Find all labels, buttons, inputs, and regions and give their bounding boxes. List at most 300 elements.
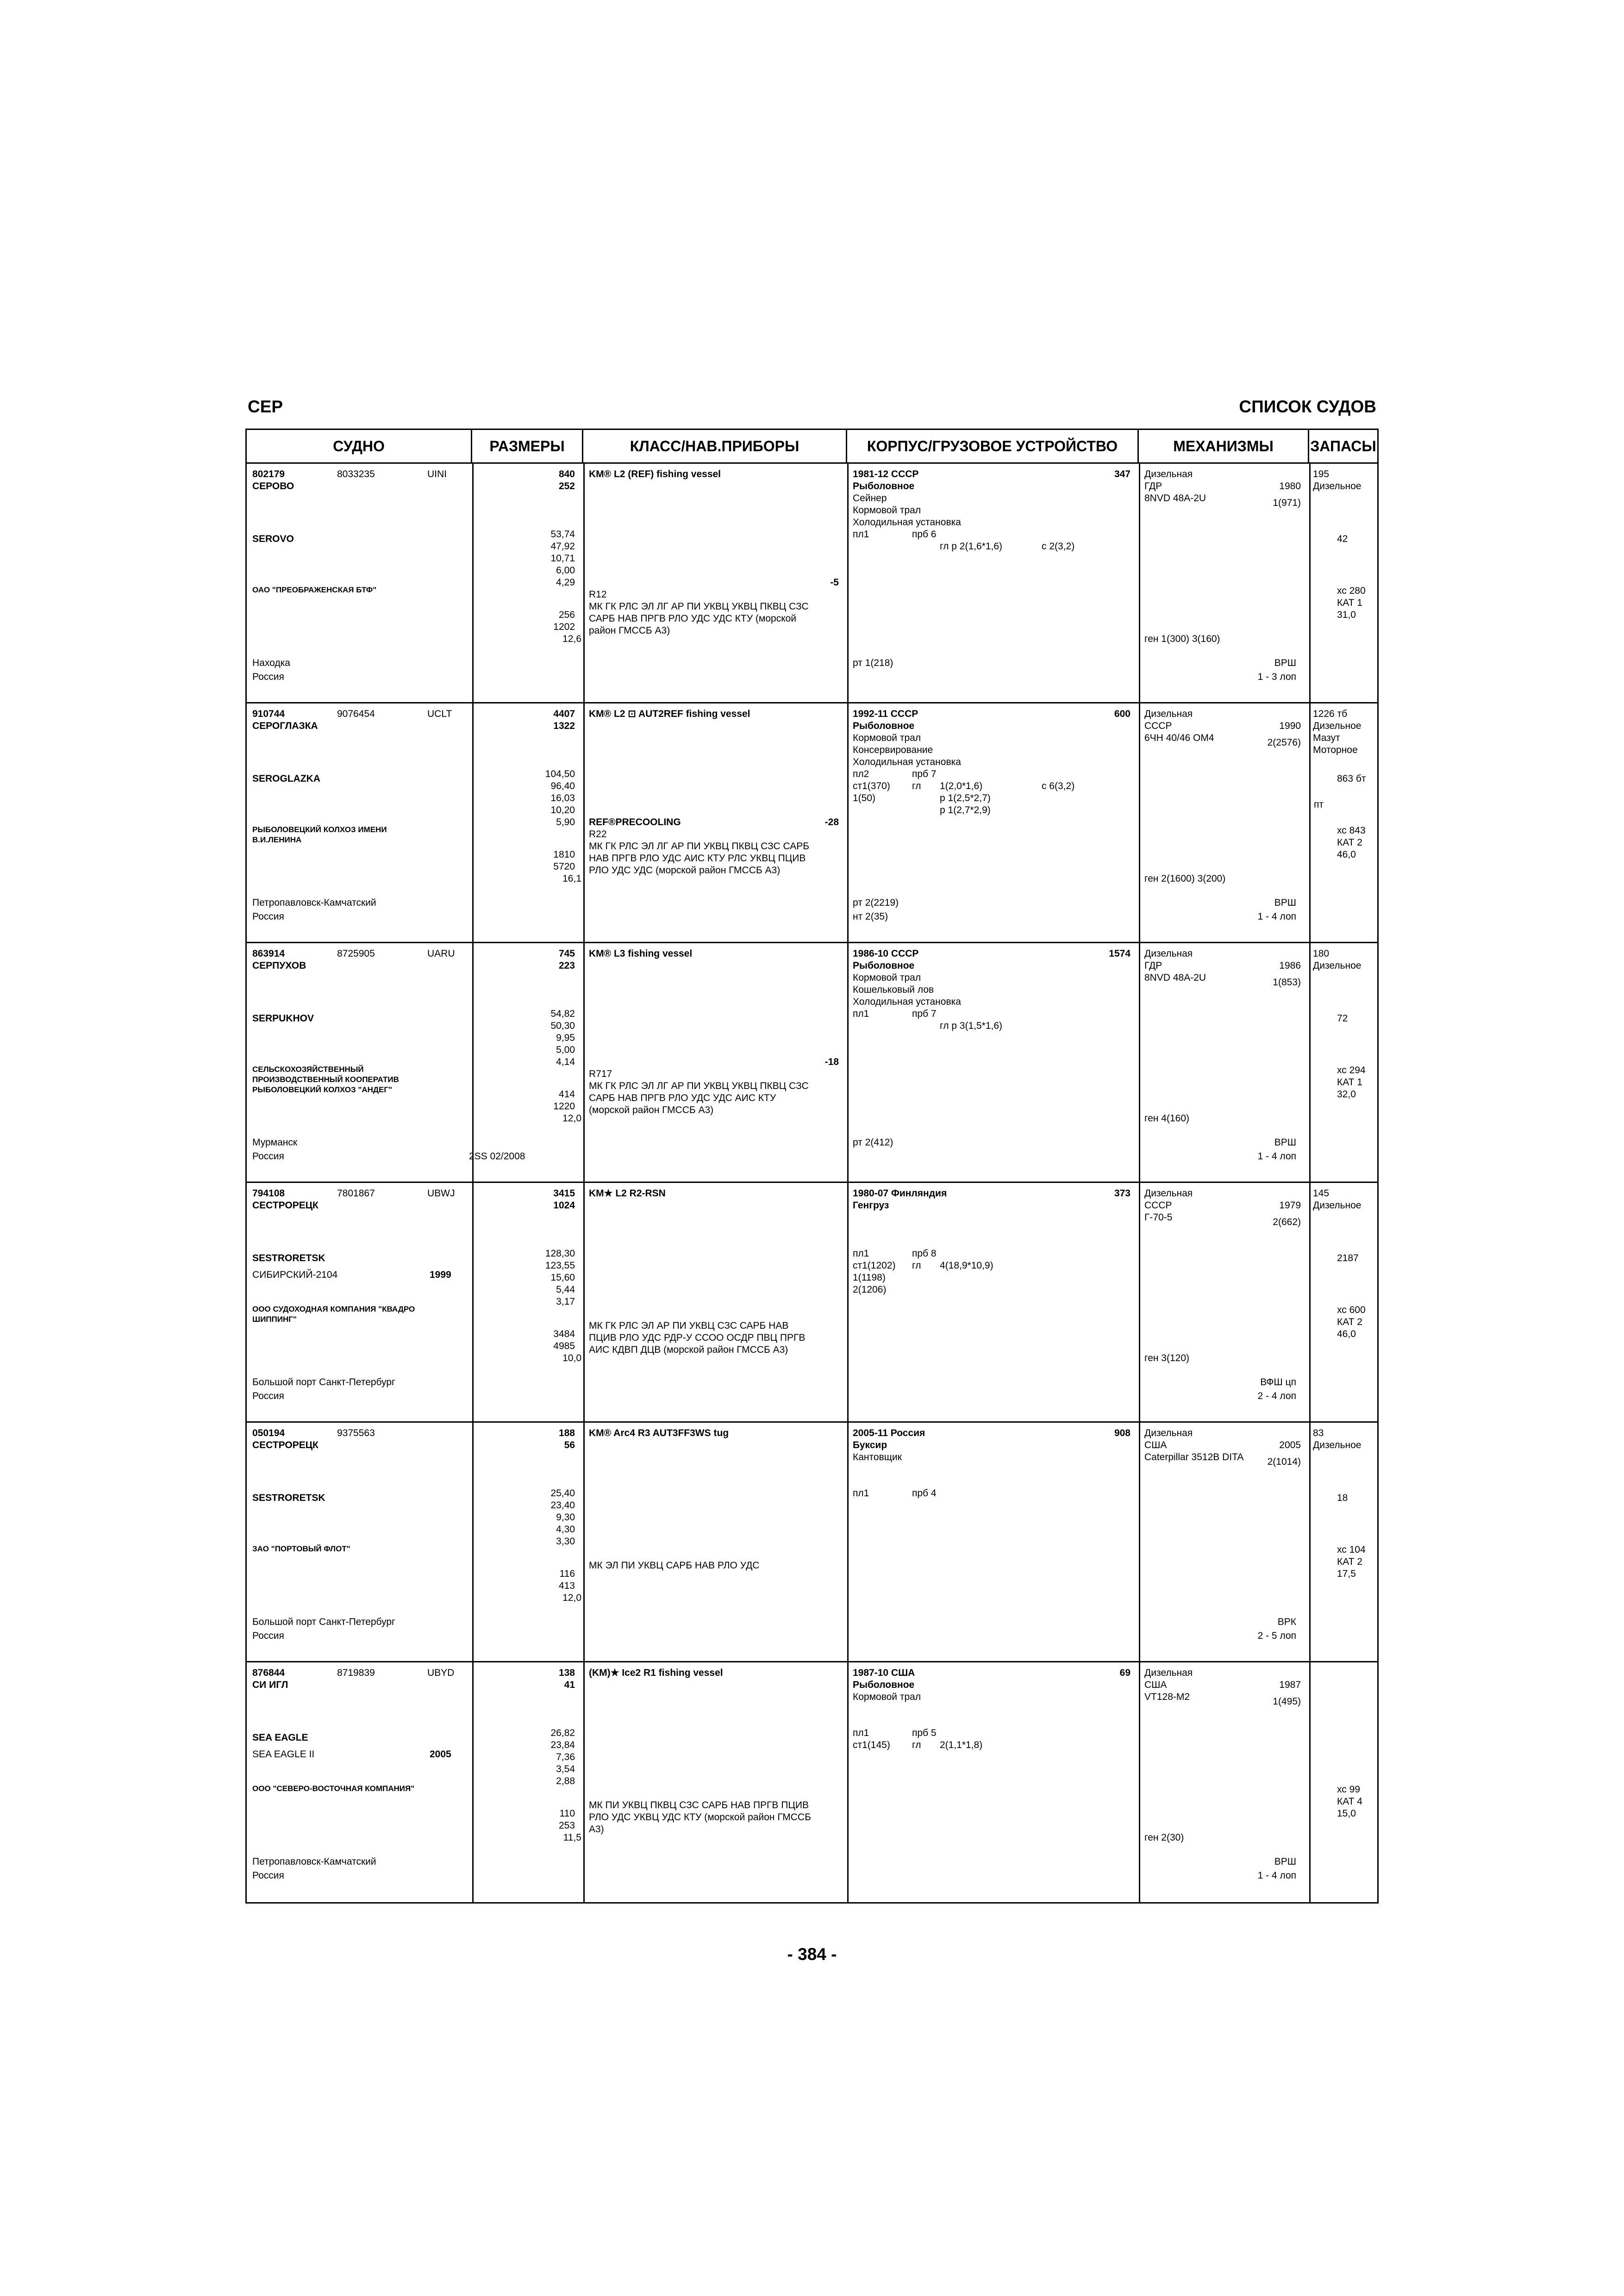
column-header: КОРПУС/ГРУЗОВОЕ УСТРОЙСТВО — [847, 430, 1139, 462]
store-extra: 46,0 — [1337, 849, 1356, 860]
nav-equipment-line: МК ПИ УКВЦ ПКВЦ СЗС САРБ НАВ ПРГВ ПЦИВ — [589, 1800, 809, 1811]
net-tonnage: 252 — [558, 481, 575, 492]
engine-power: 2(662) — [1273, 1217, 1301, 1227]
store-extra: 15,0 — [1337, 1808, 1356, 1819]
propeller-type: ВФШ цп — [1260, 1377, 1296, 1388]
fuel-item: 1226 тб — [1313, 709, 1348, 719]
column-divider — [1309, 1183, 1311, 1421]
engine-type: Дизельная — [1144, 948, 1193, 959]
refrigeration-temp: -5 — [830, 577, 839, 588]
hull-item: с 6(3,2) — [1042, 781, 1075, 791]
home-port: Петропавловск-Камчатский — [252, 897, 376, 908]
dimension-value: 10,20 — [550, 805, 575, 815]
flag-country: Россия — [252, 1630, 284, 1641]
dimension-value: 128,30 — [545, 1248, 575, 1259]
home-port: Большой порт Санкт-Петербург — [252, 1617, 395, 1627]
column-divider — [1139, 1662, 1140, 1902]
vessel-name: СЕРОГЛАЗКА — [252, 721, 318, 731]
imo-number: 9076454 — [337, 709, 375, 719]
hull-item: прб 5 — [912, 1728, 937, 1738]
home-port: Большой порт Санкт-Петербург — [252, 1377, 395, 1388]
engine-year: 2005 — [1279, 1440, 1301, 1450]
column-divider — [583, 943, 585, 1182]
dimension-value: 50,30 — [550, 1020, 575, 1031]
column-divider — [1139, 464, 1140, 702]
nav-equipment-line: МК ГК РЛС ЭЛ ЛГ АР ПИ УКВЦ УКВЦ ПКВЦ СЗС — [589, 601, 809, 612]
imo-number: 7801867 — [337, 1188, 375, 1199]
fuel-item: 145 — [1313, 1188, 1330, 1199]
engine-year: 1980 — [1279, 481, 1301, 492]
flag-country: Россия — [252, 1870, 284, 1881]
fuel-item: Моторное — [1313, 745, 1358, 755]
hull-item: ст1(370) — [853, 781, 890, 791]
class-notation: KM® Arc4 R3 AUT3FF3WS tug — [589, 1428, 729, 1438]
deadweight: 600 — [1114, 709, 1131, 719]
hull-item: гл — [912, 1260, 921, 1271]
vessel-type: Рыболовное — [853, 481, 915, 492]
hull-item: ст1(145) — [853, 1740, 890, 1750]
gross-tonnage: 3415 — [553, 1188, 575, 1199]
column-divider — [583, 464, 585, 702]
vessel-record — [247, 703, 1377, 943]
class-notation: KM★ L2 R2-RSN — [589, 1188, 666, 1199]
vessel-type: Генгруз — [853, 1200, 889, 1211]
dimension-value: 9,30 — [556, 1512, 575, 1523]
dimension-value: 7,36 — [556, 1752, 575, 1762]
call-sign: UBYD — [427, 1668, 455, 1678]
dimension-value: 10,71 — [550, 553, 575, 564]
hull-item: р 1(2,5*2,7) — [940, 793, 991, 803]
engine-type: Дизельная — [1144, 1428, 1193, 1438]
former-name: СИБИРСКИЙ-2104 — [252, 1269, 338, 1280]
engine-model: Caterpillar 3512B DITA — [1144, 1452, 1244, 1462]
deadweight: 1574 — [1109, 948, 1131, 959]
owner-line: ШИППИНГ" — [252, 1315, 297, 1324]
refrigerant: R717 — [589, 1069, 612, 1079]
column-divider — [1309, 943, 1311, 1182]
column-divider — [847, 1183, 849, 1421]
store-extra: КАТ 2 — [1337, 837, 1362, 848]
store-extra: хс 280 — [1337, 585, 1366, 596]
owner-line: ООО СУДОХОДНАЯ КОМПАНИЯ "КВАДРО — [252, 1305, 415, 1313]
column-divider — [472, 943, 474, 1182]
store-extra: 46,0 — [1337, 1329, 1356, 1339]
hull-item: 1(50) — [853, 793, 876, 803]
propeller-type: ВРШ — [1274, 658, 1296, 668]
store-extra: хс 600 — [1337, 1305, 1366, 1315]
registry-number: 050194 — [252, 1428, 285, 1438]
store-extra: хс 843 — [1337, 825, 1366, 836]
vessel-type: Кормовой трал — [853, 972, 921, 983]
owner-line: РЫБОЛОВЕЦКИЙ КОЛХОЗ "АНДЕГ" — [252, 1085, 393, 1094]
nav-equipment-line: МК ГК РЛС ЭЛ АР ПИ УКВЦ СЗС САРБ НАВ — [589, 1320, 789, 1331]
column-divider — [1309, 1423, 1311, 1661]
hull-item: р 1(2,7*2,9) — [940, 805, 991, 815]
refrigeration-temp: -18 — [824, 1057, 839, 1067]
hull-tank: рт 2(412) — [853, 1137, 893, 1148]
hull-item: 2(1,1*1,8) — [940, 1740, 983, 1750]
fuel-item: Дизельное — [1313, 1200, 1362, 1211]
vessel-type: Кошельковый лов — [853, 984, 934, 995]
column-divider — [583, 1423, 585, 1661]
vessel-type: Рыболовное — [853, 960, 915, 971]
dimension-value: 3,30 — [556, 1536, 575, 1547]
column-divider — [847, 464, 849, 702]
propeller-blades: 2 - 5 лоп — [1257, 1630, 1296, 1641]
capacity-value: 110 — [559, 1808, 575, 1819]
build-date-country: 1987-10 США — [853, 1668, 915, 1678]
call-sign: UINI — [427, 469, 447, 479]
propeller-blades: 1 - 3 лоп — [1257, 672, 1296, 682]
speed-value: 12,0 — [562, 1113, 581, 1124]
vessel-type: Холодильная установка — [853, 517, 961, 528]
hull-item: пл1 — [853, 1008, 869, 1019]
vessel-record — [247, 1423, 1377, 1662]
net-tonnage: 56 — [564, 1440, 575, 1450]
nav-equipment-line: ПЦИВ РЛО УДС РДР-У ССОО ОСДР ПВЦ ПРГВ — [589, 1332, 806, 1343]
hull-item: 4(18,9*10,9) — [940, 1260, 993, 1271]
nav-equipment-line: А3) — [589, 1824, 604, 1835]
class-notation-extra: REF®PRECOOLING — [589, 817, 681, 828]
engine-year: 1986 — [1279, 960, 1301, 971]
owner-line: В.И.ЛЕНИНА — [252, 835, 302, 844]
gross-tonnage: 138 — [558, 1668, 575, 1678]
records-list — [247, 464, 1377, 1902]
hull-tank: рт 1(218) — [853, 658, 893, 668]
engine-type: Дизельная — [1144, 709, 1193, 719]
dimension-value: 2,88 — [556, 1776, 575, 1786]
engine-power: 2(1014) — [1267, 1456, 1301, 1467]
column-divider — [847, 1423, 849, 1661]
dimension-value: 54,82 — [550, 1008, 575, 1019]
store-value: 42 — [1337, 534, 1348, 544]
registry-number: 802179 — [252, 469, 285, 479]
hull-item: гл р 3(1,5*1,6) — [940, 1020, 1003, 1031]
dimension-value: 5,44 — [556, 1284, 575, 1295]
nav-equipment-line: МК ГК РЛС ЭЛ ЛГ АР ПИ УКВЦ УКВЦ ПКВЦ СЗС — [589, 1081, 809, 1091]
flag-country: Россия — [252, 911, 284, 922]
hull-item: гл — [912, 781, 921, 791]
propeller-type: ВРШ — [1274, 1856, 1296, 1867]
column-divider — [1309, 464, 1311, 702]
dimension-value: 123,55 — [545, 1260, 575, 1271]
gross-tonnage: 188 — [558, 1428, 575, 1438]
home-port: Петропавловск-Камчатский — [252, 1856, 376, 1867]
dimension-value: 53,74 — [550, 529, 575, 540]
engine-year: 1990 — [1279, 721, 1301, 731]
vessel-record — [247, 943, 1377, 1183]
dimension-value: 26,82 — [550, 1728, 575, 1738]
vessel-name: СЕСТРОРЕЦК — [252, 1200, 319, 1211]
propeller-blades: 1 - 4 лоп — [1257, 911, 1296, 922]
deadweight: 69 — [1119, 1668, 1131, 1678]
fuel-item: Дизельное — [1313, 481, 1362, 492]
fuel-item: Дизельное — [1313, 1440, 1362, 1450]
deadweight: 373 — [1114, 1188, 1131, 1199]
nav-equipment-line: РЛО УДС УДС (морской район ГМССБ А3) — [589, 865, 781, 876]
hull-item: прб 7 — [912, 1008, 937, 1019]
generators: ген 2(30) — [1144, 1832, 1184, 1843]
vessel-name: СЕРОВО — [252, 481, 294, 492]
hull-item: пл1 — [853, 1488, 869, 1499]
vessel-type: Рыболовное — [853, 721, 915, 731]
store-extra: 32,0 — [1337, 1089, 1356, 1100]
fuel-item: 83 — [1313, 1428, 1324, 1438]
column-divider — [1139, 1183, 1140, 1421]
column-divider — [472, 1183, 474, 1421]
deadweight: 908 — [1114, 1428, 1131, 1438]
capacity-value: 3484 — [553, 1329, 575, 1339]
former-name-year: 1999 — [430, 1269, 451, 1280]
fuel-item: 180 — [1313, 948, 1330, 959]
engine-model: Г-70-5 — [1144, 1212, 1173, 1223]
vessel-type: Сейнер — [853, 493, 887, 504]
capacity-value: 116 — [559, 1568, 575, 1579]
fuel-item: 195 — [1313, 469, 1330, 479]
dimension-value: 104,50 — [545, 769, 575, 779]
store-extra: КАТ 1 — [1337, 597, 1362, 608]
column-divider — [1139, 943, 1140, 1182]
engine-type: Дизельная — [1144, 1668, 1193, 1678]
column-divider — [472, 703, 474, 942]
table-header — [247, 430, 1377, 464]
vessel-name: СЕРПУХОВ — [252, 960, 306, 971]
refrigerant: R12 — [589, 589, 607, 600]
fuel-item: Мазут — [1313, 733, 1340, 743]
engine-country: ГДР — [1144, 960, 1162, 971]
dimension-value: 15,60 — [550, 1272, 575, 1283]
dimension-value: 3,54 — [556, 1764, 575, 1774]
build-date-country: 1992-11 СССР — [853, 709, 918, 719]
home-port: Находка — [252, 658, 290, 668]
hull-item: прб 4 — [912, 1488, 937, 1499]
speed-value: 10,0 — [562, 1353, 581, 1363]
nav-equipment-line: РЛО УДС УКВЦ УДС КТУ (морской район ГМССБ — [589, 1812, 811, 1823]
store-value: 72 — [1337, 1013, 1348, 1024]
store-extra: КАТ 4 — [1337, 1796, 1362, 1807]
speed-value: 12,6 — [562, 634, 581, 644]
vessel-type: Холодильная установка — [853, 757, 961, 767]
column-header: ЗАПАСЫ — [1310, 437, 1376, 454]
hull-tank: нт 2(35) — [853, 911, 888, 922]
flag-country: Россия — [252, 1391, 284, 1401]
engine-power: 1(853) — [1273, 977, 1301, 988]
propeller-blades: 1 - 4 лоп — [1257, 1151, 1296, 1162]
home-port: Мурманск — [252, 1137, 298, 1148]
hull-item: с 2(3,2) — [1042, 541, 1075, 552]
survey-note: 2SS 02/2008 — [469, 1151, 525, 1162]
page-number: - 384 - — [787, 1945, 837, 1964]
vessel-type: Кормовой трал — [853, 505, 921, 516]
vessel-name: СИ ИГЛ — [252, 1680, 288, 1690]
owner-line: РЫБОЛОВЕЦКИЙ КОЛХОЗ ИМЕНИ — [252, 825, 387, 834]
dimension-value: 23,40 — [550, 1500, 575, 1511]
class-notation: KM® L2 ⊡ AUT2REF fishing vessel — [589, 709, 750, 719]
engine-model: 8NVD 48A-2U — [1144, 493, 1206, 504]
vessel-type: Холодильная установка — [853, 996, 961, 1007]
store-extra: хс 99 — [1337, 1784, 1360, 1795]
engine-power: 2(2576) — [1267, 737, 1301, 748]
flag-country: Россия — [252, 672, 284, 682]
engine-country: ГДР — [1144, 481, 1162, 492]
dimension-value: 4,14 — [556, 1057, 575, 1067]
hull-tank: рт 2(2219) — [853, 897, 899, 908]
column-divider — [847, 703, 849, 942]
former-name: SEA EAGLE II — [252, 1749, 315, 1760]
class-notation: (KM)★ Ice2 R1 fishing vessel — [589, 1668, 723, 1678]
former-name-year: 2005 — [430, 1749, 451, 1760]
capacity-value: 4985 — [553, 1341, 575, 1351]
propeller-type: ВРШ — [1274, 1137, 1296, 1148]
generators: ген 3(120) — [1144, 1353, 1190, 1363]
refrigerant: R22 — [589, 829, 607, 840]
nav-equipment-line: МК ЭЛ ПИ УКВЦ САРБ НАВ РЛО УДС — [589, 1560, 760, 1571]
capacity-value: 414 — [558, 1089, 575, 1100]
column-divider — [472, 464, 474, 702]
registry-number: 876844 — [252, 1668, 285, 1678]
vessel-type: Кантовщик — [853, 1452, 902, 1462]
store-extra: хс 294 — [1337, 1065, 1366, 1076]
store-value: 18 — [1337, 1493, 1348, 1503]
column-divider — [472, 1423, 474, 1661]
owner-line: ПРОИЗВОДСТВЕННЫЙ КООПЕРАТИВ — [252, 1075, 399, 1084]
capacity-value: 1220 — [553, 1101, 575, 1112]
store-value: 863 бт — [1337, 773, 1366, 784]
nav-equipment-line: МК ГК РЛС ЭЛ ЛГ АР ПИ УКВЦ ПКВЦ СЗС САРБ — [589, 841, 810, 852]
speed-value: 12,0 — [562, 1593, 581, 1603]
build-date-country: 1980-07 Финляндия — [853, 1188, 947, 1199]
vessel-type: Кормовой трал — [853, 1692, 921, 1702]
registry-number: 794108 — [252, 1188, 285, 1199]
vessel-latin-name: SERPUKHOV — [252, 1013, 314, 1024]
column-divider — [1139, 1423, 1140, 1661]
dimension-value: 47,92 — [550, 541, 575, 552]
dimension-value: 4,30 — [556, 1524, 575, 1535]
column-divider — [1309, 1662, 1311, 1902]
dimension-value: 25,40 — [550, 1488, 575, 1499]
hull-item: прб 8 — [912, 1248, 937, 1259]
column-divider — [583, 703, 585, 942]
imo-number: 8719839 — [337, 1668, 375, 1678]
call-sign: UBWJ — [427, 1188, 455, 1199]
column-header: КЛАСС/НАВ.ПРИБОРЫ — [583, 430, 847, 462]
owner-line: ОАО "ПРЕОБРАЖЕНСКАЯ БТФ" — [252, 585, 377, 594]
nav-equipment-line: САРБ НАВ ПРГВ РЛО УДС УДС АИС КТУ — [589, 1093, 776, 1103]
engine-year: 1979 — [1279, 1200, 1301, 1211]
dimension-value: 9,95 — [556, 1033, 575, 1043]
engine-country: США — [1144, 1680, 1167, 1690]
column-divider — [583, 1662, 585, 1902]
capacity-value: 5720 — [553, 861, 575, 872]
column-header: МЕХАНИЗМЫ — [1139, 430, 1309, 462]
ship-register-table — [245, 429, 1379, 1904]
engine-country: СССР — [1144, 1200, 1172, 1211]
refrigeration-temp: -28 — [824, 817, 839, 828]
capacity-value: 256 — [558, 610, 575, 620]
hull-item: прб 7 — [912, 769, 937, 779]
capacity-value: 413 — [558, 1580, 575, 1591]
build-date-country: 2005-11 Россия — [853, 1428, 925, 1438]
column-divider — [847, 943, 849, 1182]
store-extra: КАТ 1 — [1337, 1077, 1362, 1088]
store-extra: 31,0 — [1337, 610, 1356, 620]
deadweight: 347 — [1114, 469, 1131, 479]
list-title: СПИСОК СУДОВ — [1239, 397, 1376, 416]
column-divider — [1309, 703, 1311, 942]
owner-line: СЕЛЬСКОХОЗЯЙСТВЕННЫЙ — [252, 1065, 364, 1074]
flag-country: Россия — [252, 1151, 284, 1162]
nav-equipment-line: (морской район ГМССБ А3) — [589, 1105, 714, 1115]
net-tonnage: 1024 — [553, 1200, 575, 1211]
column-header: СУДНО — [247, 430, 472, 462]
dimension-value: 96,40 — [550, 781, 575, 791]
vessel-latin-name: SESTRORETSK — [252, 1493, 325, 1503]
store-extra: КАТ 2 — [1337, 1317, 1362, 1327]
dimension-value: 23,84 — [550, 1740, 575, 1750]
nav-equipment-line: НАВ ПРГВ РЛО УДС АИС КТУ РЛС УКВЦ ПЦИВ — [589, 853, 806, 864]
propeller-blades: 2 - 4 лоп — [1257, 1391, 1296, 1401]
engine-model: 8NVD 48A-2U — [1144, 972, 1206, 983]
engine-model: 6ЧН 40/46 ОМ4 — [1144, 733, 1214, 743]
dimension-value: 3,17 — [556, 1296, 575, 1307]
vessel-latin-name: SESTRORETSK — [252, 1253, 325, 1263]
engine-type: Дизельная — [1144, 1188, 1193, 1199]
hull-item: 1(2,0*1,6) — [940, 781, 983, 791]
propeller-blades: 1 - 4 лоп — [1257, 1870, 1296, 1881]
column-header: РАЗМЕРЫ — [472, 430, 583, 462]
net-tonnage: 223 — [558, 960, 575, 971]
hull-item: ст1(1202) — [853, 1260, 896, 1271]
vessel-type: Буксир — [853, 1440, 887, 1450]
vessel-type: Консервирование — [853, 745, 933, 755]
capacity-value: 1202 — [553, 622, 575, 632]
hull-item: прб 6 — [912, 529, 937, 540]
fuel-item: Дизельное — [1313, 960, 1362, 971]
column-divider — [472, 1662, 474, 1902]
speed-value: 11,5 — [563, 1832, 581, 1843]
net-tonnage: 1322 — [553, 721, 575, 731]
gross-tonnage: 840 — [558, 469, 575, 479]
generators: ген 2(1600) 3(200) — [1144, 873, 1226, 884]
section-code: СЕР — [248, 397, 283, 416]
engine-country: США — [1144, 1440, 1167, 1450]
dimension-value: 16,03 — [550, 793, 575, 803]
vessel-type: Кормовой трал — [853, 733, 921, 743]
vessel-record — [247, 464, 1377, 703]
engine-power: 1(495) — [1273, 1696, 1301, 1707]
speed-value: 16,1 — [562, 873, 581, 884]
vessel-name: СЕСТРОРЕЦК — [252, 1440, 319, 1450]
dimension-value: 6,00 — [556, 565, 575, 576]
call-sign: UCLT — [427, 709, 452, 719]
dimension-value: 5,90 — [556, 817, 575, 828]
store-extra: хс 104 — [1337, 1544, 1366, 1555]
hull-item: пл1 — [853, 1728, 869, 1738]
hull-item: пл2 — [853, 769, 869, 779]
propeller-type: ВРК — [1277, 1617, 1296, 1627]
imo-number: 8725905 — [337, 948, 375, 959]
registry-number: 910744 — [252, 709, 285, 719]
hull-item: 1(1198) — [853, 1272, 886, 1283]
hull-item: пл1 — [853, 1248, 869, 1259]
hull-item: пл1 — [853, 529, 869, 540]
nav-equipment-line: район ГМССБ А3) — [589, 625, 670, 636]
column-divider — [1139, 703, 1140, 942]
nav-equipment-line: АИС КДВП ДЦВ (морской район ГМССБ А3) — [589, 1344, 788, 1355]
capacity-value: 1810 — [553, 849, 575, 860]
hull-item: гл — [912, 1740, 921, 1750]
store-unit: пт — [1314, 799, 1324, 810]
